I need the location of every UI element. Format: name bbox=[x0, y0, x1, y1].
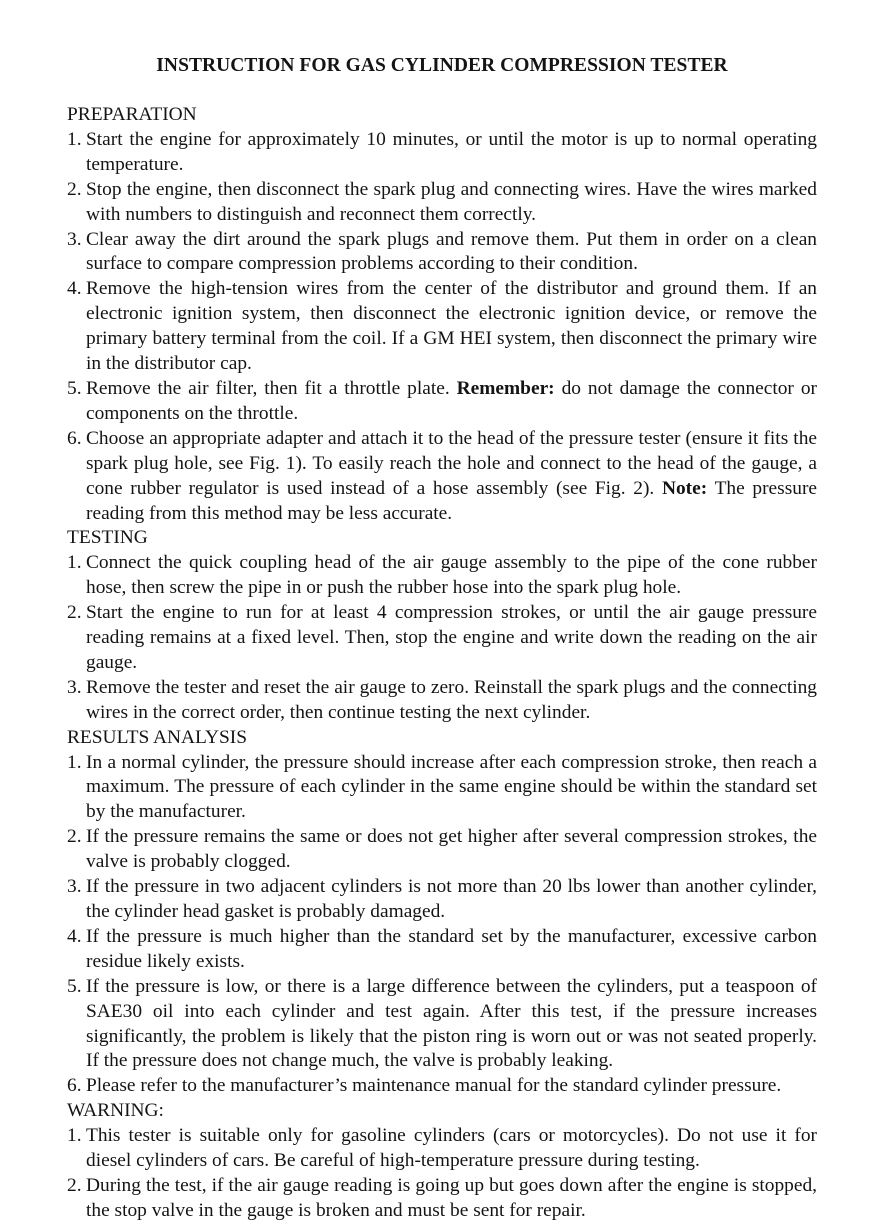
item-text: During the test, if the air gauge reading is going up but goes down after the engine is stopped, the stop valve in the gauge is broken and must be sent for repair. bbox=[86, 1174, 817, 1221]
item-text: Remove the air filter, then fit a throttle plate. bbox=[86, 377, 450, 399]
item-number: 2. bbox=[67, 178, 82, 200]
item-number: 2. bbox=[67, 602, 82, 624]
testing-list bbox=[67, 551, 817, 725]
item-number: 1. bbox=[67, 1125, 82, 1147]
preparation-item-5 bbox=[67, 377, 817, 427]
item-text: Start the engine for approximately 10 minutes, or until the motor is up to normal operating temperature. bbox=[86, 128, 817, 175]
warning-item-1 bbox=[67, 1124, 817, 1174]
warning-heading: WARNING: bbox=[67, 1100, 164, 1122]
item-text-continued: The pressure reading from this method may be less accurate. bbox=[86, 477, 818, 524]
testing-item-3 bbox=[67, 676, 817, 726]
testing-item-2 bbox=[67, 601, 817, 676]
warning-list bbox=[67, 1124, 817, 1224]
results-item-6 bbox=[67, 1074, 817, 1099]
item-text: In a normal cylinder, the pressure should increase after each compression stroke, then reach a maximum. The pressure of each cylinder in the same engine should be within the standard set by the manufacturer. bbox=[86, 751, 817, 823]
item-number: 3. bbox=[67, 228, 82, 250]
document-title: INSTRUCTION FOR GAS CYLINDER COMPRESSION TESTER bbox=[156, 55, 728, 76]
preparation-item-6 bbox=[67, 427, 817, 527]
item-number: 6. bbox=[67, 1075, 82, 1097]
item-text: Clear away the dirt around the spark plugs and remove them. Put them in order on a clean surface to compare compression problems according to their condition. bbox=[86, 228, 817, 275]
preparation-item-4 bbox=[67, 277, 817, 377]
item-number: 4. bbox=[67, 925, 82, 947]
testing-item-1 bbox=[67, 551, 817, 601]
item-number: 3. bbox=[67, 676, 82, 698]
item-text: If the pressure in two adjacent cylinders is not more than 20 lbs lower than another cylinder, the cylinder head gasket is probably damaged. bbox=[86, 876, 817, 922]
results-item-4 bbox=[67, 925, 817, 975]
item-number: 1. bbox=[67, 751, 82, 773]
preparation-item-2 bbox=[67, 178, 817, 228]
item-text: If the pressure remains the same or does not get higher after several compression strokes, the valve is probably clogged. bbox=[86, 826, 817, 873]
warning-section bbox=[67, 1099, 817, 1224]
item-text: Choose an appropriate adapter and attach it to the head of the pressure tester (ensure it fits the spark plug hole, see Fig. 1). To easily reach the hole and connect to the head of the gauge, a cone rubber regulator is used instead of a hose assembly (see Fig. 2). bbox=[86, 427, 817, 499]
results-section bbox=[67, 726, 817, 1100]
results-item-5 bbox=[67, 975, 817, 1075]
item-number: 6. bbox=[67, 427, 82, 449]
item-number: 1. bbox=[67, 552, 82, 574]
item-text: If the pressure is low, or there is a large difference between the cylinders, put a teaspoon of SAE30 oil into each cylinder and test again. After this test, if the pressure increases significantly, the problem is likely that the piston ring is worn out or was not seated properly. If the pressure does not change much, the valve is probably leaking. bbox=[86, 975, 817, 1072]
document-body bbox=[67, 103, 817, 1224]
results-heading: RESULTS ANALYSIS bbox=[67, 726, 247, 748]
item-text: Connect the quick coupling head of the air gauge assembly to the pipe of the cone rubber hose, then screw the pipe in or push the rubber hose into the spark plug hole. bbox=[86, 552, 817, 599]
testing-section bbox=[67, 526, 817, 725]
item-emphasis: Remember: bbox=[456, 377, 555, 399]
item-text: Please refer to the manufacturer’s maintenance manual for the standard cylinder pressure. bbox=[86, 1075, 782, 1097]
item-text: Remove the tester and reset the air gauge to zero. Reinstall the spark plugs and the connecting wires in the correct order, then continue testing the next cylinder. bbox=[86, 676, 817, 723]
preparation-item-3 bbox=[67, 228, 817, 278]
item-text: Start the engine to run for at least 4 compression strokes, or until the air gauge pressure reading remains at a fixed level. Then, stop the engine and write down the reading on the air gauge. bbox=[86, 602, 817, 673]
item-text-continued: do not damage the connector or components on the throttle. bbox=[86, 377, 817, 424]
item-text: If the pressure is much higher than the standard set by the manufacturer, excessive carbon residue likely exists. bbox=[86, 925, 817, 972]
results-item-3 bbox=[67, 875, 817, 925]
results-item-1 bbox=[67, 751, 817, 826]
item-text: Remove the high-tension wires from the center of the distributor and ground them. If an electronic ignition system, then disconnect the electronic ignition device, or remove the primary battery terminal from the coil. If a GM HEI system, then disconnect the primary wire in the distributor cap. bbox=[86, 278, 817, 375]
testing-heading: TESTING bbox=[67, 527, 148, 549]
item-emphasis: Note: bbox=[661, 477, 708, 499]
item-text: Stop the engine, then disconnect the spark plug and connecting wires. Have the wires marked with numbers to distinguish and reconnect them correctly. bbox=[86, 178, 817, 225]
preparation-item-1 bbox=[67, 128, 817, 178]
results-item-2 bbox=[67, 825, 817, 875]
item-number: 4. bbox=[67, 278, 82, 300]
preparation-section bbox=[67, 103, 817, 526]
preparation-heading: PREPARATION bbox=[67, 104, 197, 125]
item-number: 2. bbox=[67, 826, 82, 848]
warning-item-2 bbox=[67, 1174, 817, 1224]
item-number: 3. bbox=[67, 876, 82, 898]
item-number: 2. bbox=[67, 1174, 82, 1196]
item-number: 5. bbox=[67, 377, 82, 399]
preparation-list bbox=[67, 128, 817, 527]
item-number: 1. bbox=[67, 128, 82, 150]
item-text: This tester is suitable only for gasoline cylinders (cars or motorcycles). Do not use it for diesel cylinders of cars. Be careful of high-temperature pressure during testing. bbox=[86, 1125, 817, 1172]
results-list bbox=[67, 751, 817, 1100]
item-number: 5. bbox=[67, 975, 82, 997]
